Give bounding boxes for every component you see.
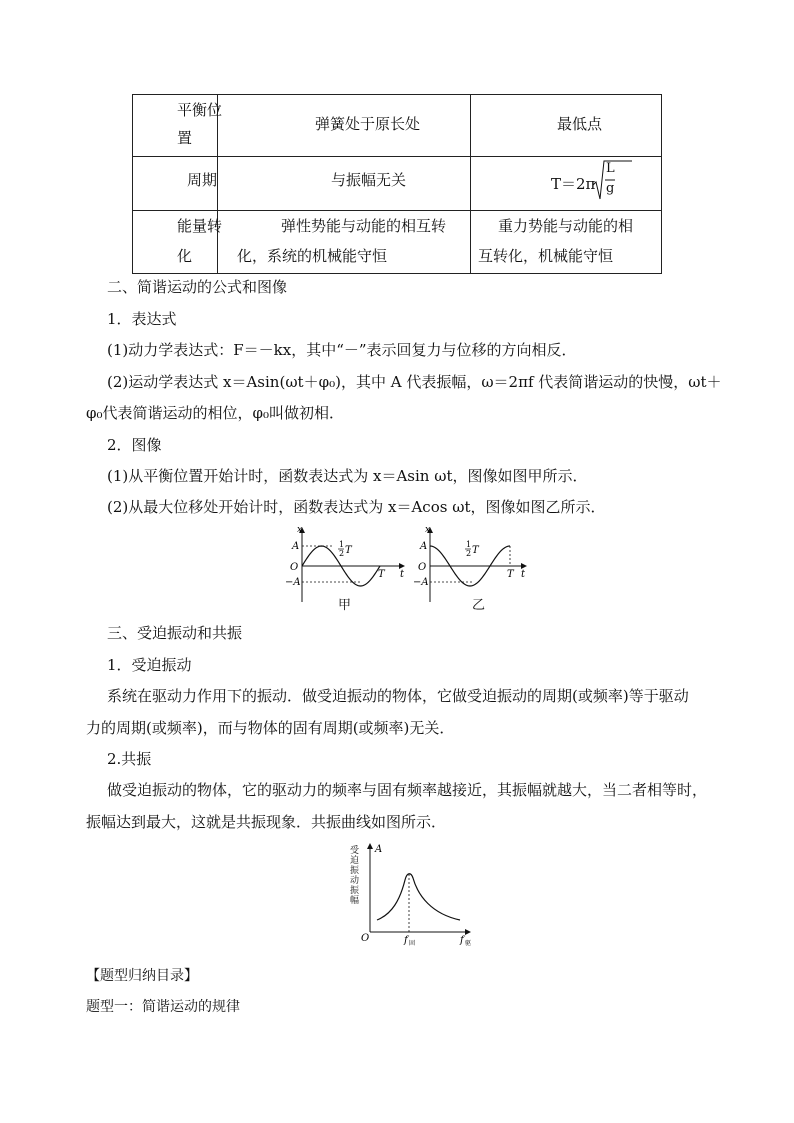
comparison-table (132, 94, 662, 274)
catalog-item: 题型一：简谐运动的规律 (86, 999, 240, 1015)
subsection-heading: 2.共振 (107, 750, 152, 768)
period-label: T (378, 569, 385, 580)
paragraph: φ₀代表简谐运动的相位，φ₀叫做初相． (86, 404, 345, 422)
origin-label: O (290, 562, 299, 573)
half-fraction-num: 1 (339, 540, 345, 549)
natural-frequency-subscript: 固 (409, 940, 416, 947)
table-cell: 重力势能与动能的相 (498, 217, 634, 235)
natural-frequency-label: f (404, 935, 408, 946)
table-col-divider (470, 95, 471, 273)
resonance-curve-figure (350, 838, 480, 948)
table-cell: 互转化，机械能守恒 (478, 247, 614, 265)
x-axis-label: x (297, 525, 303, 535)
paragraph: 振幅达到最大，这就是共振现象．共振曲线如图所示． (86, 813, 447, 831)
resonance-y-label: 受 迫 振 动 振 幅 (350, 846, 360, 906)
paragraph: 做受迫振动的物体，它的驱动力的频率与固有频率越接近，其振幅就越大，当二者相等时， (107, 781, 708, 799)
origin-label: O (361, 933, 370, 944)
paragraph: (1)从平衡位置开始计时，函数表达式为 x＝Asin ωt，图像如图甲所示． (107, 467, 588, 485)
neg-amplitude-label: −A (413, 577, 429, 588)
pendulum-period-formula: T＝2π L g (551, 157, 651, 209)
paragraph: 力的周期(或频率)，而与物体的固有周期(或频率)无关． (86, 719, 455, 737)
amplitude-label: A (420, 541, 428, 552)
section-heading: 二、简谐运动的公式和图像 (107, 278, 288, 296)
graph-cosine (413, 525, 526, 602)
subsection-heading: 1．表达式 (107, 310, 177, 328)
section-heading: 三、受迫振动和共振 (107, 624, 243, 642)
resonance-curve (377, 874, 460, 920)
paragraph: 系统在驱动力作用下的振动．做受迫振动的物体，它做受迫振动的周期(或频率)等于驱动 (107, 687, 689, 705)
table-cell: 化，系统的机械能守恒 (237, 247, 388, 265)
figure-caption-left: 甲 (338, 598, 352, 613)
half-fraction-den: 2 (466, 549, 472, 558)
half-fraction-den: 2 (339, 549, 345, 558)
neg-amplitude-label: −A (285, 577, 301, 588)
t-axis-label: t (521, 569, 526, 580)
table-cell: 最低点 (557, 115, 603, 133)
graph-sine (285, 525, 405, 602)
subsection-heading: 2．图像 (107, 436, 162, 454)
shm-graphs-figure (280, 520, 530, 615)
amplitude-label: A (292, 541, 300, 552)
half-period-label: T (345, 545, 352, 556)
origin-label: O (418, 562, 427, 573)
x-axis-label: x (425, 525, 431, 535)
table-cell: 弹簧处于原长处 (315, 115, 421, 133)
catalog-heading: 【题型归纳目录】 (86, 968, 198, 984)
paragraph: (1)动力学表达式：F＝－kx，其中“－”表示回复力与位移的方向相反． (107, 341, 577, 359)
table-cell: 弹性势能与动能的相互转 (281, 217, 447, 235)
table-cell: 与振幅无关 (331, 171, 407, 189)
half-fraction-num: 1 (466, 540, 472, 549)
table-cell-label: 周期 (187, 171, 218, 189)
driving-frequency-subscript: 驱 (465, 940, 472, 947)
formula-numerator: L (606, 161, 615, 176)
amplitude-axis-label: A (375, 844, 383, 855)
paragraph: (2)运动学表达式 x＝Asin(ωt＋φ₀)，其中 A 代表振幅，ω＝2πf 代表简谐运动的快慢，ωt＋ (107, 373, 722, 391)
table-cell-label: 能量转 (177, 217, 223, 235)
table-cell-label: 置 (177, 129, 193, 147)
figure-caption-right: 乙 (472, 598, 486, 613)
formula-denominator: g (606, 181, 615, 196)
paragraph: (2)从最大位移处开始计时，函数表达式为 x＝Acos ωt，图像如图乙所示． (107, 498, 606, 516)
t-axis-label: t (400, 569, 405, 580)
table-cell-label: 化 (177, 247, 193, 265)
table-cell-label: 平衡位 (177, 101, 223, 119)
half-period-label: T (472, 545, 479, 556)
subsection-heading: 1．受迫振动 (107, 656, 192, 674)
driving-frequency-label: f (460, 935, 464, 946)
period-label: T (507, 569, 514, 580)
